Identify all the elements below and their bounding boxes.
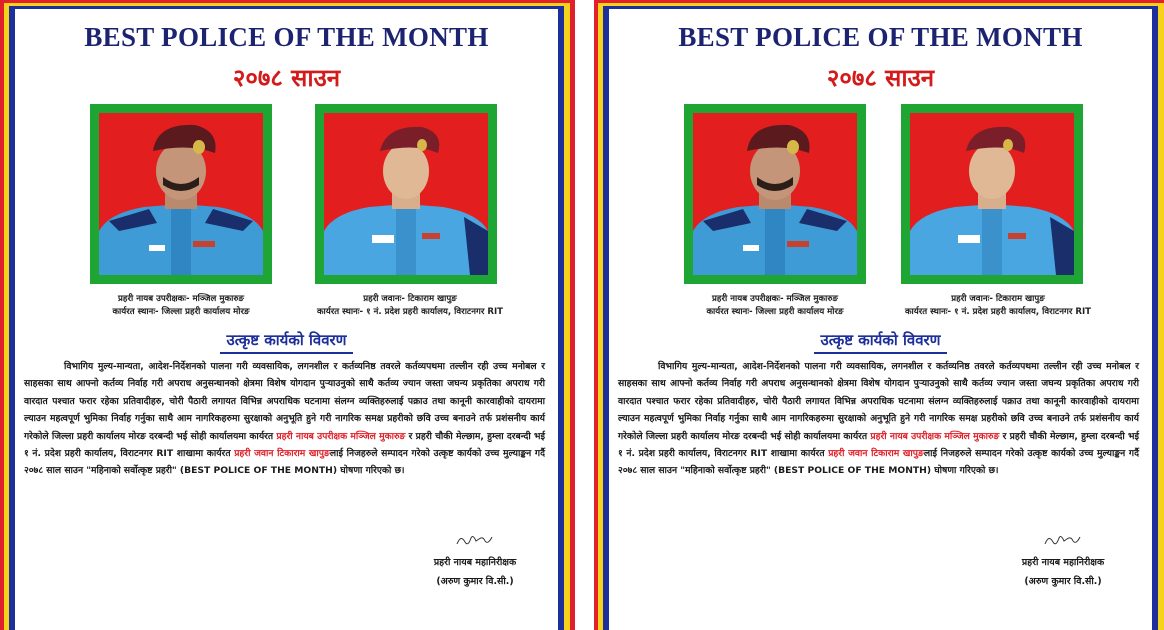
section-heading xyxy=(17,330,556,354)
officer-1-location: कार्यरत स्थानः- जिल्ला प्रहरी कार्यालय मोरङ xyxy=(706,307,844,317)
officer-photo-2 xyxy=(901,104,1083,284)
signatory-title: प्रहरी नायब महानिरीक्षक xyxy=(433,557,517,568)
poster-title: BEST POLICE OF THE MONTH xyxy=(84,22,489,52)
officer-1-name: प्रहरी नायब उपरीक्षकः- मञ्जिल मुकारुङ xyxy=(712,294,838,304)
citation-text xyxy=(24,358,545,480)
signatory-name: (अरुण कुमार वि.सी.) xyxy=(436,576,514,587)
citation-part-2: र प्रहरी चौकी मेल्छाम, हुम्ला दरबन्दी भई १ नं. प्रदेश प्रहरी कार्यालय, विराटनगर RIT शाखामा कार्यरत xyxy=(24,430,545,460)
officer-portrait-1 xyxy=(693,113,857,275)
border-stripe-red xyxy=(570,0,575,630)
officer-2-name: प्रहरी जवानः- टिकाराम खापुङ xyxy=(363,294,457,304)
signatory xyxy=(983,553,1143,591)
citation-highlight-1: प्रहरी नायब उपरीक्षक मञ्जिल मुकारुङ xyxy=(276,430,406,442)
officer-photo-1 xyxy=(684,104,866,284)
section-heading-text: उत्कृष्ट कार्यको विवरण xyxy=(814,330,946,354)
poster-right xyxy=(594,0,1164,630)
officer-photo-2 xyxy=(315,104,497,284)
officer-photo-1 xyxy=(90,104,272,284)
section-heading xyxy=(611,330,1150,354)
officer-caption-2 xyxy=(867,293,1129,319)
citation-highlight-2: प्रहरी जवान टिकाराम खापुङ xyxy=(828,448,924,460)
border-stripe-yellow xyxy=(1158,0,1164,630)
officer-portrait-1 xyxy=(99,113,263,275)
officer-caption-2 xyxy=(279,293,541,319)
officer-caption-1 xyxy=(90,293,272,319)
citation-highlight-2: प्रहरी जवान टिकाराम खापुङ xyxy=(234,448,330,460)
signatory-title: प्रहरी नायब महानिरीक्षक xyxy=(1021,557,1105,568)
signatory-name: (अरुण कुमार वि.सी.) xyxy=(1024,576,1102,587)
citation-part-1: विभागिय मुल्य-मान्यता, आदेश-निर्देशनको पालना गरी व्यवसायिक, लगनशील र कर्तव्यनिष्ठ तवरले कर्तव्यपथमा तल्लीन रही उच्च मनोबल र साहसका साथ आफ्नो कर्तव्य निर्वाह गरी अपराध अनुसन्धानको क्षेत्रमा विशेष योगदान पुऱ्याउनुको साथै कर्तव्य ज्यान जस्ता जघन्य प्रकृतिका अपराध गरी वारदात पश्चात फरार रहेका प्रतिवादीहरु, चोरी पैठारी लगायत विभिन्न अपराधिक घटनामा संलग्न व्यक्तिहरुलाई पक्राउ तथा कानूनी कारवाहीको दायरामा ल्याउन महत्वपूर्ण भुमिका निर्वाह गर्नुका साथै आम नागरिकहरुमा सुरक्षाको अनुभूति हुने गरी नागरिक समक्ष प्रहरीको छवि उच्च बनाउने तर्फ प्रशंसनीय कार्य गरेकोले जिल्ला प्रहरी कार्यालय मोरङ दरबन्दी भई सोही कार्यालयमा कार्यरत xyxy=(24,361,545,442)
signature xyxy=(455,532,495,548)
officer-2-location: कार्यरत स्थानः- १ नं. प्रदेश प्रहरी कार्यालय, विराटनगर RIT xyxy=(904,307,1092,317)
officer-portrait-2 xyxy=(324,113,488,275)
poster-content xyxy=(611,0,1150,630)
poster-title: BEST POLICE OF THE MONTH xyxy=(678,22,1083,52)
signatory xyxy=(395,553,555,591)
citation-part-2: र प्रहरी चौकी मेल्छाम, हुम्ला दरबन्दी भई १ नं. प्रदेश प्रहरी कार्यालय, विराटनगर RIT शाखामा कार्यरत xyxy=(618,430,1139,460)
poster-content xyxy=(17,0,556,630)
poster-subtitle: २०७८ साउन xyxy=(232,64,341,92)
signature xyxy=(1043,532,1083,548)
citation-part-1: विभागिय मुल्य-मान्यता, आदेश-निर्देशनको पालना गरी व्यवसायिक, लगनशील र कर्तव्यनिष्ठ तवरले कर्तव्यपथमा तल्लीन रही उच्च मनोबल र साहसका साथ आफ्नो कर्तव्य निर्वाह गरी अपराध अनुसन्धानको क्षेत्रमा विशेष योगदान पुऱ्याउनुको साथै कर्तव्य ज्यान जस्ता जघन्य प्रकृतिका अपराध गरी वारदात पश्चात फरार रहेका प्रतिवादीहरु, चोरी पैठारी लगायत विभिन्न अपराधिक घटनामा संलग्न व्यक्तिहरुलाई पक्राउ तथा कानूनी कारवाहीको दायरामा ल्याउन महत्वपूर्ण भुमिका निर्वाह गर्नुका साथै आम नागरिकहरुमा सुरक्षाको अनुभूति हुने गरी नागरिक समक्ष प्रहरीको छवि उच्च बनाउने तर्फ प्रशंसनीय कार्य गरेकोले जिल्ला प्रहरी कार्यालय मोरङ दरबन्दी भई सोही कार्यालयमा कार्यरत xyxy=(618,361,1139,442)
officer-portrait-2 xyxy=(910,113,1074,275)
citation-part-3: लाई निजहरुले सम्पादन गरेको उत्कृष्ट कार्यको उच्च मुल्याङ्कन गर्दै २०७८ साल साउन "महिनाको सर्वोत्कृष्ट प्रहरी" (BEST POLICE OF THE MONTH) घोषणा गरिएको छ। xyxy=(24,448,545,477)
officer-1-name: प्रहरी नायब उपरीक्षकः- मञ्जिल मुकारुङ xyxy=(118,294,244,304)
officer-caption-1 xyxy=(684,293,866,319)
citation-highlight-1: प्रहरी नायब उपरीक्षक मञ्जिल मुकारुङ xyxy=(870,430,1000,442)
poster-subtitle: २०७८ साउन xyxy=(826,64,935,92)
section-heading-text: उत्कृष्ट कार्यको विवरण xyxy=(220,330,352,354)
officer-2-name: प्रहरी जवानः- टिकाराम खापुङ xyxy=(951,294,1045,304)
officer-1-location: कार्यरत स्थानः- जिल्ला प्रहरी कार्यालय मोरङ xyxy=(112,307,250,317)
citation-part-3: लाई निजहरुले सम्पादन गरेको उत्कृष्ट कार्यको उच्च मुल्याङ्कन गर्दै २०७८ साल साउन "महिनाको सर्वोत्कृष्ट प्रहरी" (BEST POLICE OF THE MONTH) घोषणा गरिएको छ। xyxy=(618,448,1139,477)
poster-left xyxy=(0,0,581,630)
citation-text xyxy=(618,358,1139,480)
officer-2-location: कार्यरत स्थानः- १ नं. प्रदेश प्रहरी कार्यालय, विराटनगर RIT xyxy=(316,307,504,317)
